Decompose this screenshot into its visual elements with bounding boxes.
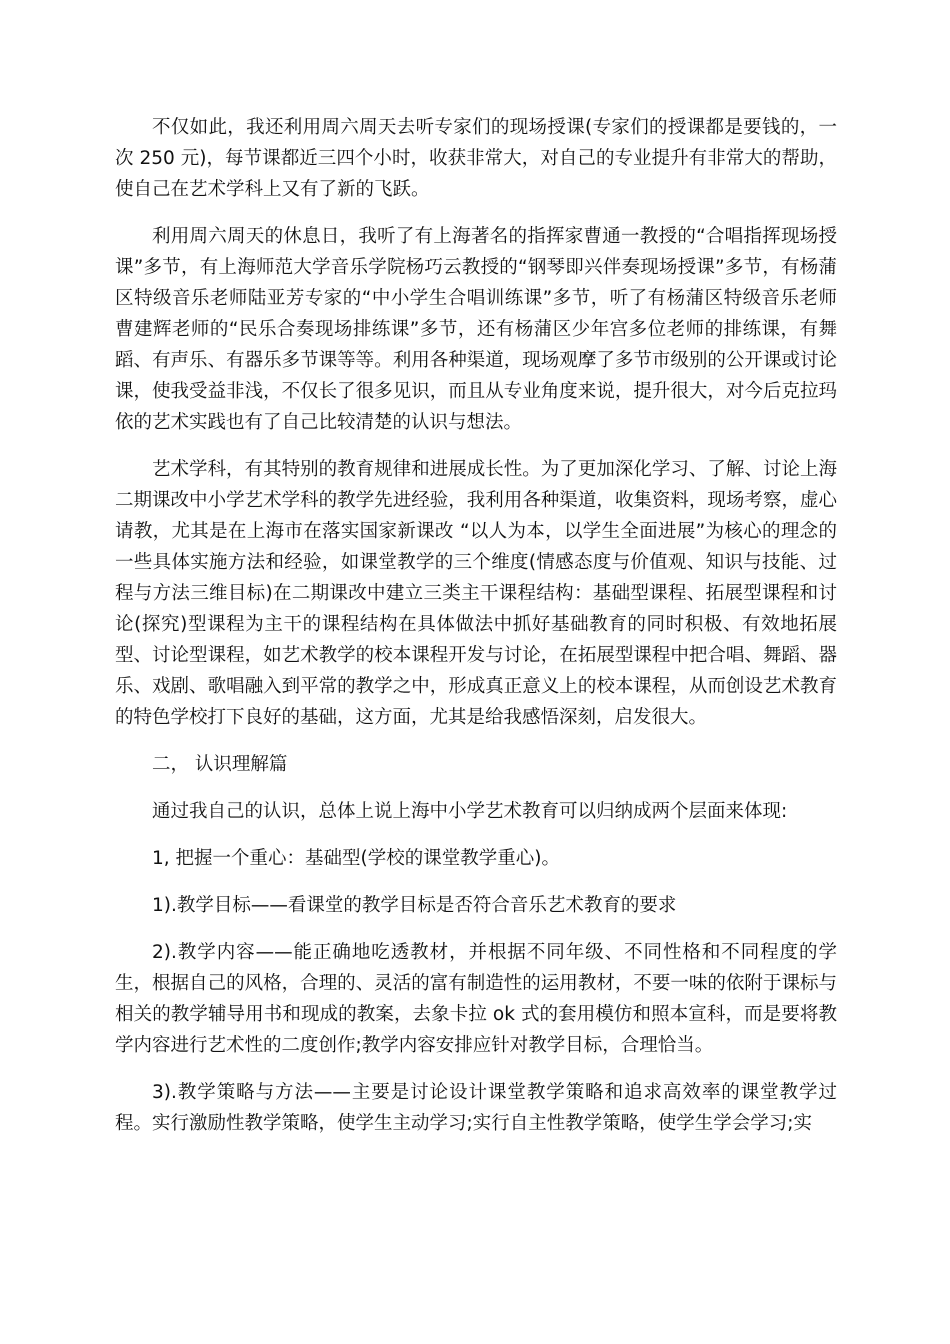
list-item-teaching-strategy: 3).教学策略与方法——主要是讨论设计课堂教学策略和追求高效率的课堂教学过程。实行激励性教学策略，使学生主动学习;实行自主性教学策略，使学生学会学习;实 [115, 1082, 837, 1134]
paragraph-art-subject: 艺术学科，有其特别的教育规律和进展成长性。为了更加深化学习、了解、讨论上海二期课改中小学艺术学科的教学先进经验，我利用各种渠道，收集资料，现场考察，虚心请教，尤其是在上海市在落实国家新课改 “以人为本，以学生全面进展”为核心的理念的一些具体实施方法和经验，如课堂教学的三个维度(情感态度与价值观、知识与技能、过程与方法三维目标)在二期课改中建立三类主干课程结构：基础型课程、拓展型课程和讨论(探究)型课程为主干的课程结构在具体做法中抓好基础教育的同时积极、有效地拓展型、讨论型课程，如艺术教学的校本课程开发与讨论，在拓展型课程中把合唱、舞蹈、器乐、戏剧、歌唱融入到平常的教学之中，形成真正意义上的校本课程，从而创设艺术教育的特色学校打下良好的基础，这方面，尤其是给我感悟深刻，启发很大。 [115, 459, 837, 728]
document-page [115, 112, 837, 1139]
paragraph-summary-intro: 通过我自己的认识，总体上说上海中小学艺术教育可以归纳成两个层面来体现: [152, 801, 788, 822]
paragraph-weekend-classes: 利用周六周天的休息日，我听了有上海著名的指挥家曹通一教授的“合唱指挥现场授课”多节，有上海师范大学音乐学院杨巧云教授的“钢琴即兴伴奏现场授课”多节，有杨蒲区特级音乐老师陆亚芳专家的“中小学生合唱训练课”多节，听了有杨蒲区特级音乐老师曹建辉老师的“民乐合奏现场排练课”多节，还有杨蒲区少年宫多位老师的排练课，有舞蹈、有声乐、有器乐多节课等等。利用各种渠道，现场观摩了多节市级别的公开课或讨论课，使我受益非浅，不仅长了很多见识，而且从专业角度来说，提升很大，对今后克拉玛依的艺术实践也有了自己比较清楚的认识与想法。 [115, 226, 837, 433]
section-heading-understanding: 二， 认识理解篇 [152, 754, 288, 775]
list-item-teaching-content: 2).教学内容——能正确地吃透教材，并根据不同年级、不同性格和不同程度的学生，根据自己的风格，合理的、灵活的富有制造性的运用教材，不要一味的依附于课标与相关的教学辅导用书和现成的教案，去象卡拉 ok 式的套用模仿和照本宣科，而是要将教学内容进行艺术性的二度创作;教学内容安排应针对教学目标，合理恰当。 [115, 942, 837, 1056]
list-item-teaching-goals: 1).教学目标——看课堂的教学目标是否符合音乐艺术教育的要求 [152, 895, 677, 916]
paragraph-expert-lectures: 不仅如此，我还利用周六周天去听专家们的现场授课(专家们的授课都是要钱的，一次 250 元)，每节课都近三四个小时，收获非常大，对自己的专业提升有非常大的帮助，使自己在艺术学科上又有了新的飞跃。 [115, 117, 837, 200]
list-item-focus: 1, 把握一个重心：基础型(学校的课堂教学重心)。 [152, 848, 560, 869]
